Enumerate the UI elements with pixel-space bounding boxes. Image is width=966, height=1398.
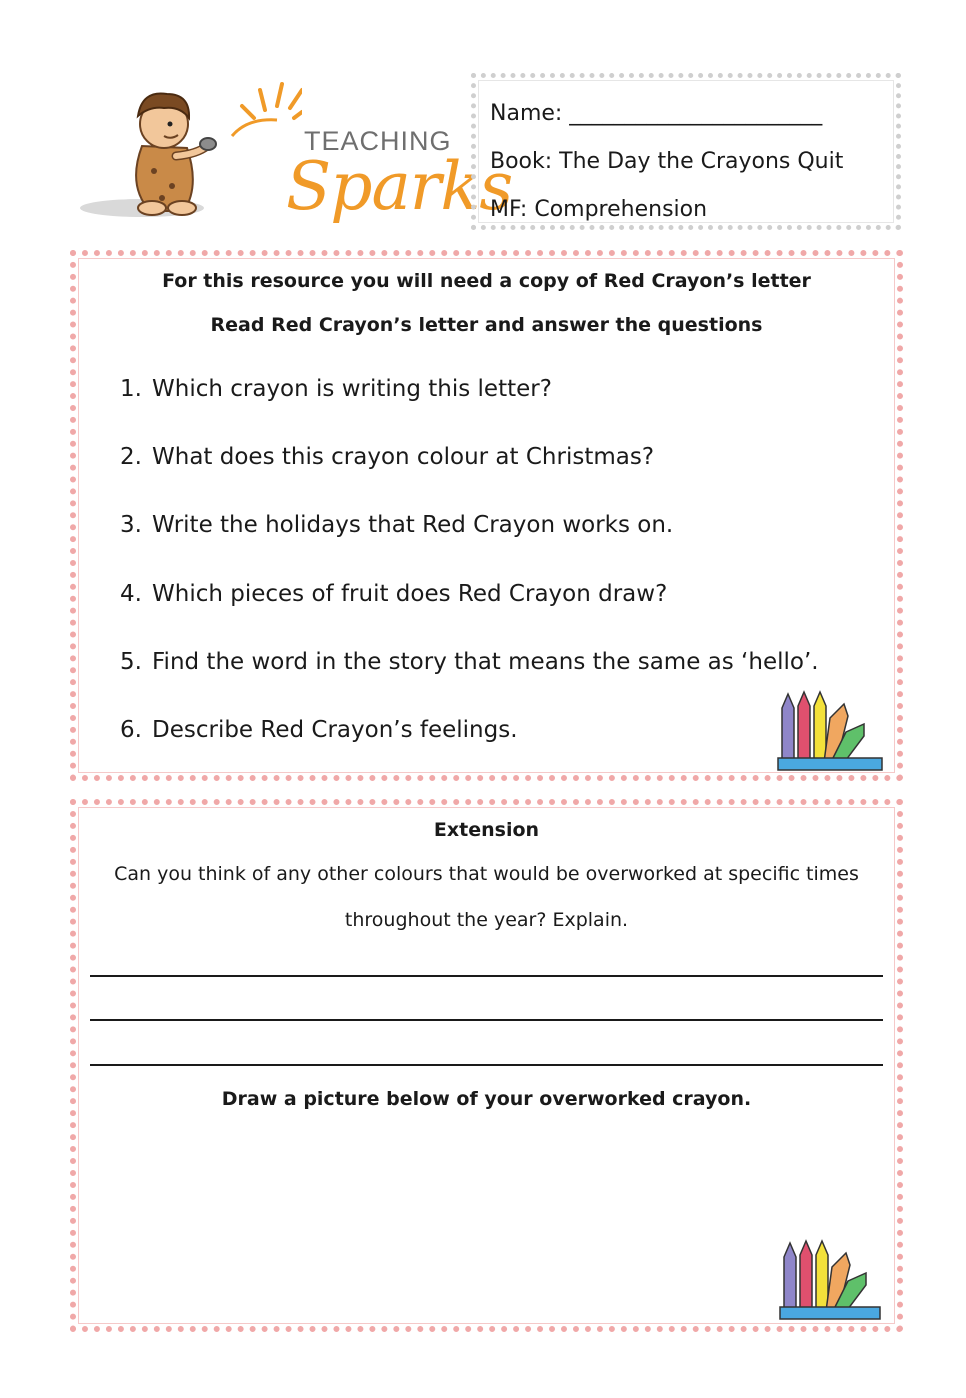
question-item: [120, 649, 819, 675]
question-item: [120, 444, 654, 470]
extension-heading: Extension: [433, 819, 540, 841]
question-text: What does this crayon colour at Christmas?: [152, 444, 655, 470]
instructions-heading: Read Red Crayon’s letter and answer the questions: [210, 314, 763, 336]
focus-line: MF: Comprehension: [490, 197, 708, 222]
caveman-mascot-icon: [72, 76, 302, 226]
logo-brand-top: TEACHING: [304, 126, 452, 156]
question-number: 4.: [120, 581, 142, 607]
crayons-icon: [776, 1237, 888, 1321]
question-text: Write the holidays that Red Crayon works on.: [152, 512, 674, 538]
question-text: Which pieces of fruit does Red Crayon draw?: [152, 581, 668, 607]
resource-note: For this resource you will need a copy of Red Crayon’s letter: [162, 270, 811, 292]
logo-brand-bottom: Sparks: [286, 148, 513, 225]
extension-prompt-line1: Can you think of any other colours that would be overworked at specific times: [114, 863, 859, 885]
draw-instruction: Draw a picture below of your overworked crayon.: [221, 1088, 752, 1110]
crayons-icon: [774, 688, 892, 772]
name-field-line[interactable]: Name: _______________________: [490, 101, 823, 126]
questions-box: [70, 250, 903, 781]
answer-line[interactable]: [90, 975, 883, 977]
question-item: [120, 717, 518, 743]
drawing-area[interactable]: [90, 1125, 770, 1315]
answer-line[interactable]: [90, 1019, 883, 1021]
question-number: 6.: [120, 717, 142, 743]
question-number: 5.: [120, 649, 142, 675]
extension-prompt-line2: throughout the year? Explain.: [344, 909, 629, 931]
question-text: Find the word in the story that means the same as ‘hello’.: [152, 649, 819, 675]
question-number: 3.: [120, 512, 142, 538]
question-number: 2.: [120, 444, 142, 470]
question-item: [120, 512, 673, 538]
question-text: Describe Red Crayon’s feelings.: [152, 717, 518, 743]
teaching-sparks-logo: [72, 76, 513, 226]
extension-box: [70, 799, 903, 1332]
question-number: 1.: [120, 376, 142, 402]
answer-line[interactable]: [90, 1064, 883, 1066]
question-item: [120, 581, 667, 607]
book-title-line: Book: The Day the Crayons Quit: [490, 149, 844, 174]
question-item: [120, 376, 552, 402]
question-text: Which crayon is writing this letter?: [152, 376, 552, 402]
student-info-box: [471, 73, 901, 230]
